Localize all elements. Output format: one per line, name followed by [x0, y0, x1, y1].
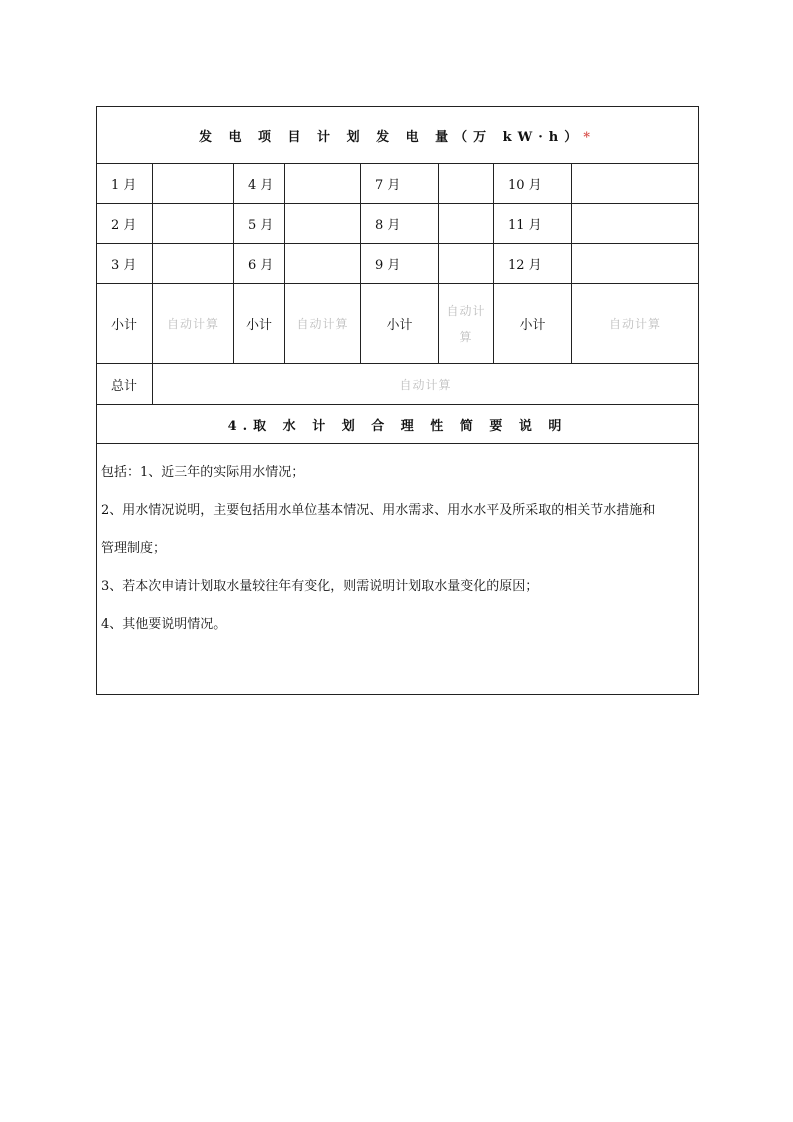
total-row	[97, 364, 699, 405]
power-generation-form	[96, 106, 699, 695]
month-value-11[interactable]	[572, 204, 699, 244]
auto-calc-placeholder	[446, 298, 486, 350]
required-marker: *	[583, 129, 597, 145]
month-value-3[interactable]	[153, 244, 234, 284]
month-label-1: 1 月	[97, 164, 153, 204]
total-value	[153, 364, 699, 405]
month-value-7[interactable]	[439, 164, 494, 204]
month-row-3	[97, 244, 699, 284]
subtotal-label-q4: 小计	[494, 284, 572, 364]
subtotal-row	[97, 284, 699, 364]
month-label-10: 10 月	[494, 164, 572, 204]
month-value-5[interactable]	[285, 204, 361, 244]
total-label: 总计	[97, 364, 153, 405]
description-line-1: 包括：1、近三年的实际用水情况；	[101, 465, 305, 480]
month-label-2: 2 月	[97, 204, 153, 244]
water-description-box[interactable]	[97, 444, 699, 695]
month-label-3: 3 月	[97, 244, 153, 284]
month-row-2	[97, 204, 699, 244]
subtotal-value-q1	[153, 284, 234, 364]
power-section-header-row	[97, 107, 699, 164]
auto-calc-placeholder: 自动计算	[166, 317, 219, 331]
description-line-5: 4、其他要说明情况。	[101, 617, 227, 632]
subtotal-value-q2	[285, 284, 361, 364]
month-label-5: 5 月	[234, 204, 285, 244]
description-line-3: 管理制度；	[101, 541, 167, 556]
power-section-title	[97, 107, 699, 164]
auto-calc-placeholder: 自动计算	[296, 317, 349, 331]
month-value-9[interactable]	[439, 244, 494, 284]
month-value-12[interactable]	[572, 244, 699, 284]
auto-calc-part-1: 自动计	[446, 303, 486, 318]
month-value-1[interactable]	[153, 164, 234, 204]
water-section-header-row	[97, 405, 699, 444]
month-label-8: 8 月	[361, 204, 439, 244]
description-line-4: 3、若本次申请计划取水量较往年有变化，则需说明计划取水量变化的原因；	[101, 579, 539, 594]
month-value-6[interactable]	[285, 244, 361, 284]
month-label-11: 11 月	[494, 204, 572, 244]
power-section-title-text: 发 电 项 目 计 划 发 电 量（万 kW·h）	[198, 129, 584, 145]
month-value-8[interactable]	[439, 204, 494, 244]
subtotal-value-q4	[572, 284, 699, 364]
month-label-12: 12 月	[494, 244, 572, 284]
month-value-10[interactable]	[572, 164, 699, 204]
subtotal-value-q3	[439, 284, 494, 364]
month-value-2[interactable]	[153, 204, 234, 244]
subtotal-label-q3: 小计	[361, 284, 439, 364]
water-description-row	[97, 444, 699, 695]
month-label-7: 7 月	[361, 164, 439, 204]
auto-calc-part-2: 算	[459, 329, 473, 344]
month-label-6: 6 月	[234, 244, 285, 284]
month-label-9: 9 月	[361, 244, 439, 284]
auto-calc-placeholder: 自动计算	[609, 317, 662, 331]
subtotal-label-q2: 小计	[234, 284, 285, 364]
month-label-4: 4 月	[234, 164, 285, 204]
description-line-2: 2、用水情况说明，主要包括用水单位基本情况、用水需求、用水水平及所采取的相关节水措施和	[101, 503, 656, 518]
month-value-4[interactable]	[285, 164, 361, 204]
water-section-title: 4.取 水 计 划 合 理 性 简 要 说 明	[97, 405, 699, 444]
month-row-1	[97, 164, 699, 204]
auto-calc-placeholder: 自动计算	[399, 377, 452, 392]
subtotal-label-q1: 小计	[97, 284, 153, 364]
